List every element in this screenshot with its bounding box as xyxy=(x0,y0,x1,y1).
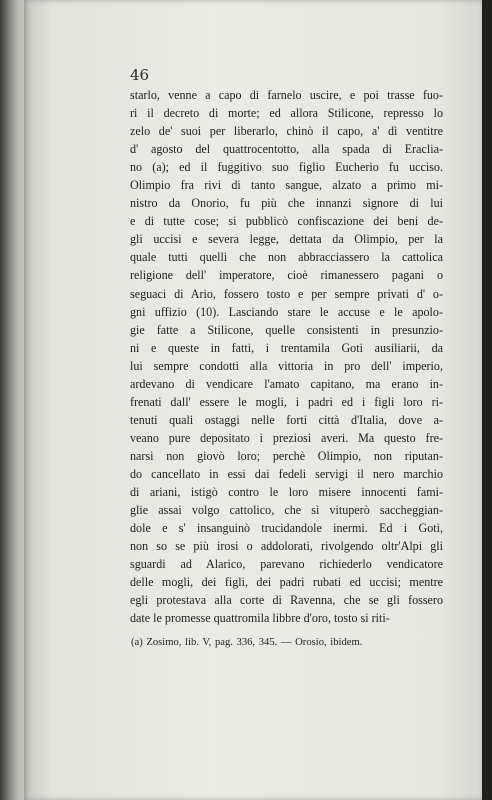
text-line: veano pure depositato i preziosi averi. Ma questo fre- xyxy=(130,430,443,445)
text-line: zelo de' suoi per liberarlo, chinò il capo, a' dì ventitre xyxy=(130,124,443,139)
text-line: frenati dall' essere le mogli, i padri ed i figli loro ri- xyxy=(130,394,443,409)
text-line: tenuti quali ostaggi nelle forti città d'Italia, dove a- xyxy=(130,412,443,427)
text-line: seguaci di Ario, fossero tosto e per sempre privati d' o- xyxy=(130,286,443,301)
text-line: narsi non giovò loro; perchè Olimpio, non riputan- xyxy=(130,448,443,463)
text-line: egli protestava alla corte di Ravenna, che se gli fossero xyxy=(130,593,443,608)
text-line: di ariani, istigò contro le loro misere innocenti fami- xyxy=(130,485,443,500)
text-line: gli uccisi e severa legge, dettata da Olimpio, per la xyxy=(130,232,443,247)
text-line: date le promesse quattromila libbre d'oro, tosto si riti- xyxy=(130,611,390,626)
text-line: starlo, venne a capo di farnelo uscire, e poi trasse fuo- xyxy=(130,88,443,102)
footnote: (a) Zosimo, lib. V, pag. 336, 345. — Orosio, ibidem. xyxy=(131,637,363,648)
page-number: 46 xyxy=(130,66,150,84)
text-line: sguardi ad Alarico, parevano richiederlo vendicatore xyxy=(130,557,443,572)
text-line: no (a); ed il fuggitivo suo figlio Eucherio fu ucciso. xyxy=(130,160,443,175)
text-line: nistro da Onorio, fu più che innanzi signore di lui xyxy=(130,196,443,211)
text-line: gie fatte a Stilicone, quelle consistenti in presunzio- xyxy=(130,322,443,337)
text-line: e di tutte cose; si pubblicò confiscazione dei beni de- xyxy=(130,214,443,229)
text-line: do cancellato in essi dai fedeli servigi il nero marchio xyxy=(130,466,443,481)
text-line: d' agosto del quattrocentotto, alla spada di Eraclia- xyxy=(130,142,443,157)
body-text xyxy=(130,86,443,627)
text-line: quale tutti quelli che non abbracciassero la cattolica xyxy=(130,250,443,265)
text-line: Olimpio fra rivi di tanto sangue, alzato a primo mi- xyxy=(130,178,443,193)
text-line: lui sempre condotti alla vittoria in pro dell' imperio, xyxy=(130,358,443,373)
text-line: non so se più irosi o addolorati, rivolgendo oltr'Alpi gli xyxy=(130,539,443,554)
text-line: ardevano di vendicare l'amato capitano, ma erano in- xyxy=(130,376,443,391)
text-line: religione dell' imperatore, cioè rimanessero pagani o xyxy=(130,268,443,283)
text-line: delle mogli, dei figli, dei padri rubati ed uccisi; mentre xyxy=(130,575,443,590)
page-right-edge xyxy=(482,0,492,800)
text-line: ni e queste in fatti, i trentamila Goti ausiliarii, da xyxy=(130,340,443,355)
text-line: dole e s' insanguinò trucidandole inermi. Ed i Goti, xyxy=(130,521,443,536)
text-line: ri il decreto di morte; ed allora Stilicone, represso lo xyxy=(130,106,443,121)
text-line: gni uffizio (10). Lasciando stare le accuse e le apolo- xyxy=(130,304,443,319)
text-line: glie assai volgo cattolico, che sì vituperò saccheggian- xyxy=(130,503,443,518)
